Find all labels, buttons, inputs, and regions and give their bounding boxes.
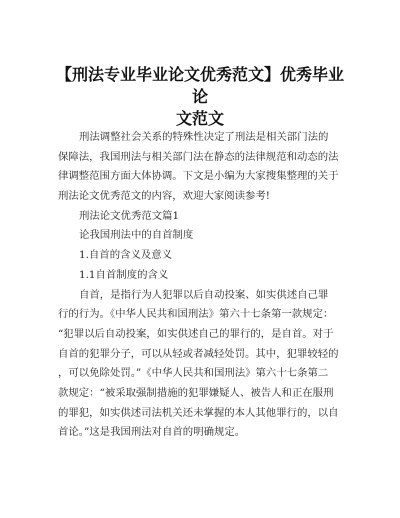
body-line: ，可以免除处罚。”《中华人民共和国刑法》第六十七条第二 [58, 367, 329, 380]
body-line: 款规定：“被采取强制措施的犯罪嫌疑人、被告人和正在服刑 [58, 386, 334, 399]
body-line: “犯罪以后自动投案，如实供述自己的罪行的，是自首。对于 [58, 327, 334, 340]
body-line: 刑法调整社会关系的特殊性决定了刑法是相关部门法的 [79, 131, 329, 143]
body-line: 自首的犯罪分子，可以从轻或者减轻处罚。其中，犯罪较轻的 [58, 347, 339, 360]
body-line: 论我国刑法中的自首制度 [79, 229, 194, 242]
title-line: 文范文 [175, 109, 224, 128]
body-line: 律调整范围方面大体协调。下文是小编为大家搜集整理的关于 [58, 170, 339, 183]
document-body [58, 128, 344, 443]
body-line: 1.自首的含义及意义 [79, 249, 173, 262]
body-line: 刑法论文优秀范文的内容，欢迎大家阅读参考! [58, 190, 270, 203]
body-line: 行的行为。《中华人民共和国刑法》第六十七条第一款规定： [58, 308, 334, 321]
body-line: 自首，是指行为人犯罪以后自动投案、如实供述自己罪 [79, 288, 329, 301]
body-line: 刑法论文优秀范文篇1 [79, 209, 180, 222]
body-line: 1.1自首制度的含义 [79, 268, 169, 281]
body-line: 保障法，我国刑法与相关部门法在静态的法律规范和动态的法 [58, 150, 339, 163]
body-line: 的罪犯，如实供述司法机关还未掌握的本人其他罪行的，以自 [58, 406, 339, 419]
title-line: 【刑法专业毕业论文优秀范文】优秀毕业论 [55, 65, 344, 106]
document-title [54, 64, 346, 130]
body-line: 首论。”这是我国刑法对自首的明确规定。 [58, 426, 246, 439]
